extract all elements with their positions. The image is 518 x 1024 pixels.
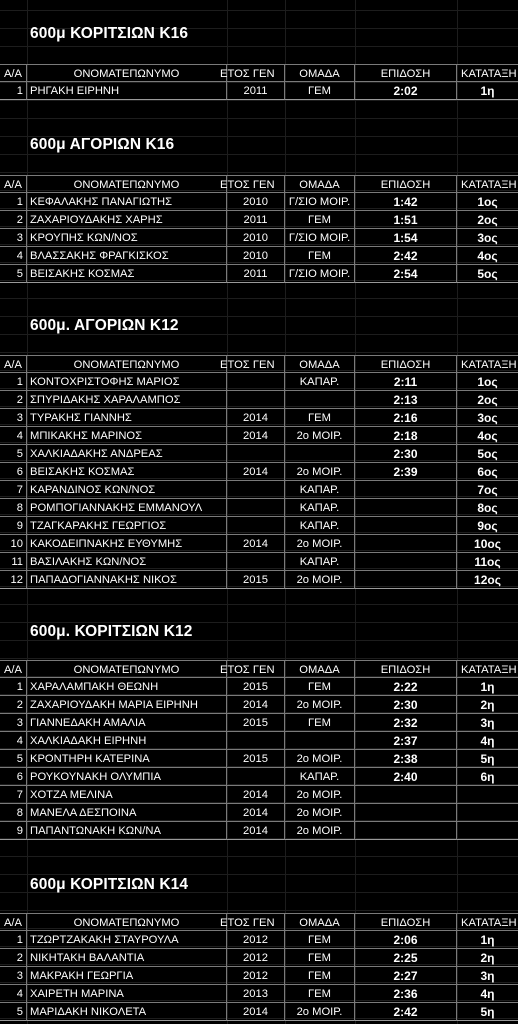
performance-cell[interactable] [355, 499, 457, 517]
index-cell[interactable]: 4 [0, 732, 27, 750]
index-cell[interactable]: 6 [0, 463, 27, 481]
team-cell[interactable]: ΓΕΜ [285, 931, 355, 949]
team-cell[interactable]: ΚΑΠΑΡ. [285, 373, 355, 391]
table-row [0, 696, 518, 714]
name-cell[interactable]: ΓΙΑΝΝΕΔΑΚΗ ΑΜΑΛΙΑ [27, 714, 227, 732]
table-row [0, 553, 518, 571]
performance-cell[interactable]: 2:02 [355, 82, 457, 100]
name-cell[interactable]: ΧΑΛΚΙΑΔΑΚΗΣ ΑΝΔΡΕΑΣ [27, 445, 227, 463]
performance-cell[interactable]: 1:51 [355, 211, 457, 229]
team-cell[interactable]: ΚΑΠΑΡ. [285, 517, 355, 535]
ranking-cell[interactable] [457, 804, 518, 822]
table-row [0, 193, 518, 211]
section-title: 600μ. ΚΟΡΙΤΣΙΩΝ Κ12 [30, 623, 193, 640]
header-name-cell[interactable]: ΟΝΟΜΑΤΕΠΩΝΥΜΟ [27, 913, 227, 931]
index-cell[interactable]: 3 [0, 967, 27, 985]
performance-cell[interactable] [355, 822, 457, 840]
name-cell[interactable]: ΡΟΜΠΟΓΙΑΝΝΑΚΗΣ ΕΜΜΑΝΟΥΛ [27, 499, 227, 517]
index-cell[interactable]: 1 [0, 82, 27, 100]
header-index-cell[interactable]: Α/Α [0, 913, 27, 931]
performance-cell[interactable]: 2:27 [355, 967, 457, 985]
team-cell[interactable]: Γ/ΣΙΟ ΜΟΙΡ. [285, 193, 355, 211]
table-row [0, 373, 518, 391]
grid-line [0, 10, 518, 11]
birth-year-cell[interactable]: 2014 [227, 463, 285, 481]
performance-cell[interactable]: 2:30 [355, 696, 457, 714]
header-birth-year-cell[interactable]: ΕΤΟΣ ΓΕΝ [227, 175, 285, 193]
birth-year-cell[interactable]: 2015 [227, 571, 285, 589]
ranking-cell[interactable] [457, 822, 518, 840]
table-row [0, 409, 518, 427]
index-cell[interactable]: 9 [0, 517, 27, 535]
table-row [0, 391, 518, 409]
name-cell[interactable]: ΚΑΚΟΔΕΙΠΝΑΚΗΣ ΕΥΘΥΜΗΣ [27, 535, 227, 553]
birth-year-cell[interactable]: 2014 [227, 804, 285, 822]
header-ranking-cell[interactable]: ΚΑΤΑΤΑΞΗ [457, 355, 518, 373]
performance-cell[interactable] [355, 553, 457, 571]
header-team-cell[interactable]: ΟΜΑΔΑ [285, 175, 355, 193]
performance-cell[interactable]: 2:22 [355, 678, 457, 696]
index-cell[interactable]: 12 [0, 571, 27, 589]
team-cell[interactable]: ΓΕΜ [285, 247, 355, 265]
ranking-cell[interactable]: 5η [457, 1003, 518, 1021]
performance-cell[interactable]: 2:37 [355, 732, 457, 750]
index-cell[interactable]: 5 [0, 265, 27, 283]
header-index-cell[interactable]: Α/Α [0, 175, 27, 193]
index-cell[interactable]: 3 [0, 409, 27, 427]
table-row [0, 82, 518, 100]
ranking-cell[interactable]: 2η [457, 696, 518, 714]
birth-year-cell[interactable]: 2014 [227, 696, 285, 714]
index-cell[interactable]: 4 [0, 985, 27, 1003]
birth-year-cell[interactable] [227, 481, 285, 499]
grid-line [0, 874, 518, 875]
table-row [0, 499, 518, 517]
team-cell[interactable] [285, 445, 355, 463]
team-cell[interactable]: ΓΕΜ [285, 211, 355, 229]
index-cell[interactable]: 4 [0, 427, 27, 445]
name-cell[interactable]: ΝΙΚΗΤΑΚΗ ΒΑΛΑΝΤΙΑ [27, 949, 227, 967]
table-row [0, 517, 518, 535]
index-cell[interactable]: 2 [0, 391, 27, 409]
grid-line [0, 118, 518, 119]
table-header-row [0, 64, 518, 82]
team-cell[interactable]: ΓΕΜ [285, 678, 355, 696]
table-header-row [0, 175, 518, 193]
name-cell[interactable]: ΚΕΦΑΛΑΚΗΣ ΠΑΝΑΓΙΩΤΗΣ [27, 193, 227, 211]
team-cell[interactable]: ΓΕΜ [285, 82, 355, 100]
table-row [0, 427, 518, 445]
header-ranking-cell[interactable]: ΚΑΤΑΤΑΞΗ [457, 913, 518, 931]
birth-year-cell[interactable]: 2011 [227, 82, 285, 100]
performance-cell[interactable]: 2:25 [355, 949, 457, 967]
performance-cell[interactable] [355, 535, 457, 553]
header-ranking-cell[interactable]: ΚΑΤΑΤΑΞΗ [457, 660, 518, 678]
birth-year-cell[interactable] [227, 499, 285, 517]
name-cell[interactable]: ΒΕΙΣΑΚΗΣ ΚΟΣΜΑΣ [27, 265, 227, 283]
birth-year-cell[interactable] [227, 373, 285, 391]
name-cell[interactable]: ΜΑΚΡΑΚΗ ΓΕΩΡΓΙΑ [27, 967, 227, 985]
name-cell[interactable]: ΒΕΙΣΑΚΗΣ ΚΟΣΜΑΣ [27, 463, 227, 481]
header-name-cell[interactable]: ΟΝΟΜΑΤΕΠΩΝΥΜΟ [27, 64, 227, 82]
birth-year-cell[interactable]: 2010 [227, 229, 285, 247]
birth-year-cell[interactable]: 2011 [227, 265, 285, 283]
birth-year-cell[interactable] [227, 553, 285, 571]
index-cell[interactable]: 3 [0, 714, 27, 732]
performance-cell[interactable]: 2:30 [355, 445, 457, 463]
ranking-cell[interactable]: 11ος [457, 553, 518, 571]
birth-year-cell[interactable]: 2014 [227, 535, 285, 553]
grid-line [0, 46, 518, 47]
table-row [0, 265, 518, 283]
birth-year-cell[interactable]: 2012 [227, 967, 285, 985]
ranking-cell[interactable]: 4η [457, 732, 518, 750]
ranking-cell[interactable]: 12ος [457, 571, 518, 589]
performance-cell[interactable]: 2:32 [355, 714, 457, 732]
ranking-cell[interactable]: 3ος [457, 409, 518, 427]
team-cell[interactable] [285, 391, 355, 409]
table-row [0, 967, 518, 985]
name-cell[interactable]: ΧΑΙΡΕΤΗ ΜΑΡΙΝΑ [27, 985, 227, 1003]
header-performance-cell[interactable]: ΕΠΙΔΟΣΗ [355, 175, 457, 193]
index-cell[interactable]: 5 [0, 1003, 27, 1021]
header-birth-year-cell[interactable]: ΕΤΟΣ ΓΕΝ [227, 355, 285, 373]
ranking-cell[interactable]: 8ος [457, 499, 518, 517]
performance-cell[interactable]: 2:38 [355, 750, 457, 768]
team-cell[interactable]: ΚΑΠΑΡ. [285, 768, 355, 786]
team-cell[interactable]: 2ο ΜΟΙΡ. [285, 804, 355, 822]
table-row [0, 750, 518, 768]
ranking-cell[interactable]: 2η [457, 949, 518, 967]
ranking-cell[interactable]: 5ος [457, 445, 518, 463]
section-title: 600μ ΚΟΡΙΤΣΙΩΝ Κ14 [30, 876, 189, 893]
team-cell[interactable]: 2ο ΜΟΙΡ. [285, 427, 355, 445]
name-cell[interactable]: ΖΑΧΑΡΙΟΥΔΑΚΗ ΜΑΡΙΑ ΕΙΡΗΝΗ [27, 696, 227, 714]
team-cell[interactable]: 2ο ΜΟΙΡ. [285, 463, 355, 481]
name-cell[interactable]: ΣΠΥΡΙΔΑΚΗΣ ΧΑΡΑΛΑΜΠΟΣ [27, 391, 227, 409]
team-cell[interactable]: 2ο ΜΟΙΡ. [285, 750, 355, 768]
ranking-cell[interactable]: 4ος [457, 247, 518, 265]
index-cell[interactable]: 8 [0, 499, 27, 517]
table-row [0, 571, 518, 589]
index-cell[interactable]: 5 [0, 445, 27, 463]
birth-year-cell[interactable] [227, 732, 285, 750]
index-cell[interactable]: 2 [0, 949, 27, 967]
table-row [0, 481, 518, 499]
team-cell[interactable]: ΓΕΜ [285, 714, 355, 732]
header-performance-cell[interactable]: ΕΠΙΔΟΣΗ [355, 64, 457, 82]
index-cell[interactable]: 1 [0, 373, 27, 391]
name-cell[interactable]: ΚΑΡΑΝΔΙΝΟΣ ΚΩΝ/ΝΟΣ [27, 481, 227, 499]
team-cell[interactable]: ΓΕΜ [285, 409, 355, 427]
header-name-cell[interactable]: ΟΝΟΜΑΤΕΠΩΝΥΜΟ [27, 660, 227, 678]
name-cell[interactable]: ΤΖΑΓΚΑΡΑΚΗΣ ΓΕΩΡΓΙΟΣ [27, 517, 227, 535]
index-cell[interactable]: 5 [0, 750, 27, 768]
table-row [0, 247, 518, 265]
birth-year-cell[interactable]: 2015 [227, 750, 285, 768]
table-row [0, 732, 518, 750]
header-birth-year-cell[interactable]: ΕΤΟΣ ΓΕΝ [227, 913, 285, 931]
grid-line [0, 604, 518, 605]
performance-cell[interactable] [355, 517, 457, 535]
birth-year-cell[interactable]: 2012 [227, 949, 285, 967]
performance-cell[interactable]: 2:16 [355, 409, 457, 427]
name-cell[interactable]: ΧΑΡΑΛΑΜΠΑΚΗ ΘΕΩΝΗ [27, 678, 227, 696]
index-cell[interactable]: 11 [0, 553, 27, 571]
name-cell[interactable]: ΒΑΣΙΛΑΚΗΣ ΚΩΝ/ΝΟΣ [27, 553, 227, 571]
birth-year-cell[interactable]: 2015 [227, 714, 285, 732]
birth-year-cell[interactable]: 2014 [227, 822, 285, 840]
birth-year-cell[interactable]: 2014 [227, 786, 285, 804]
grid-line [0, 298, 518, 299]
table-row [0, 786, 518, 804]
table-row [0, 1003, 518, 1021]
header-birth-year-cell[interactable]: ΕΤΟΣ ΓΕΝ [227, 64, 285, 82]
header-team-cell[interactable]: ΟΜΑΔΑ [285, 64, 355, 82]
name-cell[interactable]: ΒΛΑΣΣΑΚΗΣ ΦΡΑΓΚΙΣΚΟΣ [27, 247, 227, 265]
birth-year-cell[interactable]: 2010 [227, 247, 285, 265]
header-index-cell[interactable]: Α/Α [0, 64, 27, 82]
grid-line [0, 856, 518, 857]
birth-year-cell[interactable] [227, 391, 285, 409]
team-cell[interactable]: ΚΑΠΑΡ. [285, 481, 355, 499]
section-title: 600μ ΑΓΟΡΙΩΝ Κ16 [30, 136, 175, 153]
table-row [0, 768, 518, 786]
team-cell[interactable]: ΓΕΜ [285, 949, 355, 967]
birth-year-cell[interactable]: 2013 [227, 985, 285, 1003]
table-header-row [0, 660, 518, 678]
header-team-cell[interactable]: ΟΜΑΔΑ [285, 913, 355, 931]
index-cell[interactable]: 1 [0, 931, 27, 949]
table-header-row [0, 355, 518, 373]
table-row [0, 822, 518, 840]
name-cell[interactable]: ΖΑΧΑΡΙΟΥΔΑΚΗΣ ΧΑΡΗΣ [27, 211, 227, 229]
grid-line [0, 172, 518, 173]
name-cell[interactable]: ΚΟΝΤΟΧΡΙΣΤΟΦΗΣ ΜΑΡΙΟΣ [27, 373, 227, 391]
performance-cell[interactable]: 2:36 [355, 985, 457, 1003]
table-row [0, 445, 518, 463]
grid-line [0, 910, 518, 911]
birth-year-cell[interactable]: 2012 [227, 931, 285, 949]
ranking-cell[interactable]: 6η [457, 768, 518, 786]
performance-cell[interactable]: 2:42 [355, 1003, 457, 1021]
birth-year-cell[interactable] [227, 768, 285, 786]
index-cell[interactable]: 7 [0, 481, 27, 499]
ranking-cell[interactable]: 3η [457, 714, 518, 732]
ranking-cell[interactable]: 1η [457, 678, 518, 696]
table-row [0, 931, 518, 949]
table-row [0, 714, 518, 732]
team-cell[interactable]: 2ο ΜΟΙΡ. [285, 1003, 355, 1021]
performance-cell[interactable]: 2:42 [355, 247, 457, 265]
index-cell[interactable]: 6 [0, 768, 27, 786]
team-cell[interactable]: 2ο ΜΟΙΡ. [285, 822, 355, 840]
header-index-cell[interactable]: Α/Α [0, 660, 27, 678]
performance-cell[interactable] [355, 786, 457, 804]
index-cell[interactable]: 1 [0, 678, 27, 696]
performance-cell[interactable] [355, 571, 457, 589]
performance-cell[interactable]: 1:42 [355, 193, 457, 211]
performance-cell[interactable]: 2:06 [355, 931, 457, 949]
ranking-cell[interactable]: 1η [457, 931, 518, 949]
team-cell[interactable]: Γ/ΣΙΟ ΜΟΙΡ. [285, 265, 355, 283]
name-cell[interactable]: ΚΡΟΝΤΗΡΗ ΚΑΤΕΡΙΝΑ [27, 750, 227, 768]
table-row [0, 985, 518, 1003]
table-row [0, 463, 518, 481]
table-row [0, 678, 518, 696]
performance-cell[interactable] [355, 804, 457, 822]
team-cell[interactable]: ΚΑΠΑΡ. [285, 499, 355, 517]
performance-cell[interactable]: 2:13 [355, 391, 457, 409]
index-cell[interactable]: 9 [0, 822, 27, 840]
header-ranking-cell[interactable]: ΚΑΤΑΤΑΞΗ [457, 64, 518, 82]
grid-line [0, 658, 518, 659]
birth-year-cell[interactable]: 2014 [227, 427, 285, 445]
section-title: 600μ ΚΟΡΙΤΣΙΩΝ Κ16 [30, 25, 189, 42]
performance-cell[interactable]: 2:54 [355, 265, 457, 283]
header-performance-cell[interactable]: ΕΠΙΔΟΣΗ [355, 913, 457, 931]
ranking-cell[interactable] [457, 786, 518, 804]
header-performance-cell[interactable]: ΕΠΙΔΟΣΗ [355, 355, 457, 373]
performance-cell[interactable]: 2:39 [355, 463, 457, 481]
team-cell[interactable] [285, 732, 355, 750]
ranking-cell[interactable]: 9ος [457, 517, 518, 535]
birth-year-cell[interactable]: 2015 [227, 678, 285, 696]
table-row [0, 229, 518, 247]
team-cell[interactable]: ΓΕΜ [285, 967, 355, 985]
ranking-cell[interactable]: 3ος [457, 229, 518, 247]
name-cell[interactable]: ΜΑΡΙΔΑΚΗ ΝΙΚΟΛΕΤΑ [27, 1003, 227, 1021]
name-cell[interactable]: ΤΖΩΡΤΖΑΚΑΚΗ ΣΤΑΥΡΟΥΛΑ [27, 931, 227, 949]
performance-cell[interactable]: 1:54 [355, 229, 457, 247]
birth-year-cell[interactable]: 2010 [227, 193, 285, 211]
team-cell[interactable]: 2ο ΜΟΙΡ. [285, 696, 355, 714]
name-cell[interactable]: ΧΑΛΚΙΑΔΑΚΗ ΕΙΡΗΝΗ [27, 732, 227, 750]
ranking-cell[interactable]: 1ος [457, 373, 518, 391]
birth-year-cell[interactable] [227, 517, 285, 535]
performance-cell[interactable]: 2:18 [355, 427, 457, 445]
index-cell[interactable]: 7 [0, 786, 27, 804]
ranking-cell[interactable]: 4η [457, 985, 518, 1003]
birth-year-cell[interactable]: 2014 [227, 1003, 285, 1021]
name-cell[interactable]: ΚΡΟΥΠΗΣ ΚΩΝ/ΝΟΣ [27, 229, 227, 247]
index-cell[interactable]: 10 [0, 535, 27, 553]
team-cell[interactable]: Γ/ΣΙΟ ΜΟΙΡ. [285, 229, 355, 247]
ranking-cell[interactable]: 4ος [457, 427, 518, 445]
ranking-cell[interactable]: 3η [457, 967, 518, 985]
team-cell[interactable]: ΚΑΠΑΡ. [285, 553, 355, 571]
ranking-cell[interactable]: 5η [457, 750, 518, 768]
name-cell[interactable]: ΜΑΝΕΛΑ ΔΕΣΠΟΙΝΑ [27, 804, 227, 822]
name-cell[interactable]: ΧΟΤΖΑ ΜΕΛΙΝΑ [27, 786, 227, 804]
grid-line [0, 352, 518, 353]
table-row [0, 211, 518, 229]
performance-cell[interactable] [355, 481, 457, 499]
header-index-cell[interactable]: Α/Α [0, 355, 27, 373]
ranking-cell[interactable]: 10ος [457, 535, 518, 553]
ranking-cell[interactable]: 2ος [457, 211, 518, 229]
header-name-cell[interactable]: ΟΝΟΜΑΤΕΠΩΝΥΜΟ [27, 355, 227, 373]
ranking-cell[interactable]: 6ος [457, 463, 518, 481]
index-cell[interactable]: 8 [0, 804, 27, 822]
header-team-cell[interactable]: ΟΜΑΔΑ [285, 355, 355, 373]
table-row [0, 535, 518, 553]
ranking-cell[interactable]: 1η [457, 82, 518, 100]
team-cell[interactable]: 2ο ΜΟΙΡ. [285, 571, 355, 589]
team-cell[interactable]: 2ο ΜΟΙΡ. [285, 535, 355, 553]
header-team-cell[interactable]: ΟΜΑΔΑ [285, 660, 355, 678]
team-cell[interactable]: 2ο ΜΟΙΡ. [285, 786, 355, 804]
ranking-cell[interactable]: 7ος [457, 481, 518, 499]
header-birth-year-cell[interactable]: ΕΤΟΣ ΓΕΝ [227, 660, 285, 678]
header-ranking-cell[interactable]: ΚΑΤΑΤΑΞΗ [457, 175, 518, 193]
performance-cell[interactable]: 2:40 [355, 768, 457, 786]
birth-year-cell[interactable] [227, 445, 285, 463]
table-row [0, 949, 518, 967]
table-header-row [0, 913, 518, 931]
ranking-cell[interactable]: 2ος [457, 391, 518, 409]
name-cell[interactable]: ΠΑΠΑΔΟΓΙΑΝΝΑΚΗΣ ΝΙΚΟΣ [27, 571, 227, 589]
ranking-cell[interactable]: 1ος [457, 193, 518, 211]
header-performance-cell[interactable]: ΕΠΙΔΟΣΗ [355, 660, 457, 678]
birth-year-cell[interactable]: 2014 [227, 409, 285, 427]
index-cell[interactable]: 4 [0, 247, 27, 265]
name-cell[interactable]: ΤΥΡΑΚΗΣ ΓΙΑΝΝΗΣ [27, 409, 227, 427]
name-cell[interactable]: ΡΗΓΑΚΗ ΕΙΡΗΝΗ [27, 82, 227, 100]
index-cell[interactable]: 2 [0, 696, 27, 714]
index-cell[interactable]: 2 [0, 211, 27, 229]
birth-year-cell[interactable]: 2011 [227, 211, 285, 229]
name-cell[interactable]: ΡΟΥΚΟΥΝΑΚΗ ΟΛΥΜΠΙΑ [27, 768, 227, 786]
header-name-cell[interactable]: ΟΝΟΜΑΤΕΠΩΝΥΜΟ [27, 175, 227, 193]
performance-cell[interactable]: 2:11 [355, 373, 457, 391]
grid-line [0, 154, 518, 155]
table-row [0, 804, 518, 822]
team-cell[interactable]: ΓΕΜ [285, 985, 355, 1003]
ranking-cell[interactable]: 5ος [457, 265, 518, 283]
index-cell[interactable]: 3 [0, 229, 27, 247]
index-cell[interactable]: 1 [0, 193, 27, 211]
section-title: 600μ. ΑΓΟΡΙΩΝ Κ12 [30, 317, 179, 334]
grid-line [0, 100, 518, 101]
name-cell[interactable]: ΜΠΙΚΑΚΗΣ ΜΑΡΙΝΟΣ [27, 427, 227, 445]
name-cell[interactable]: ΠΑΠΑΝΤΩΝΑΚΗ ΚΩΝ/ΝΑ [27, 822, 227, 840]
